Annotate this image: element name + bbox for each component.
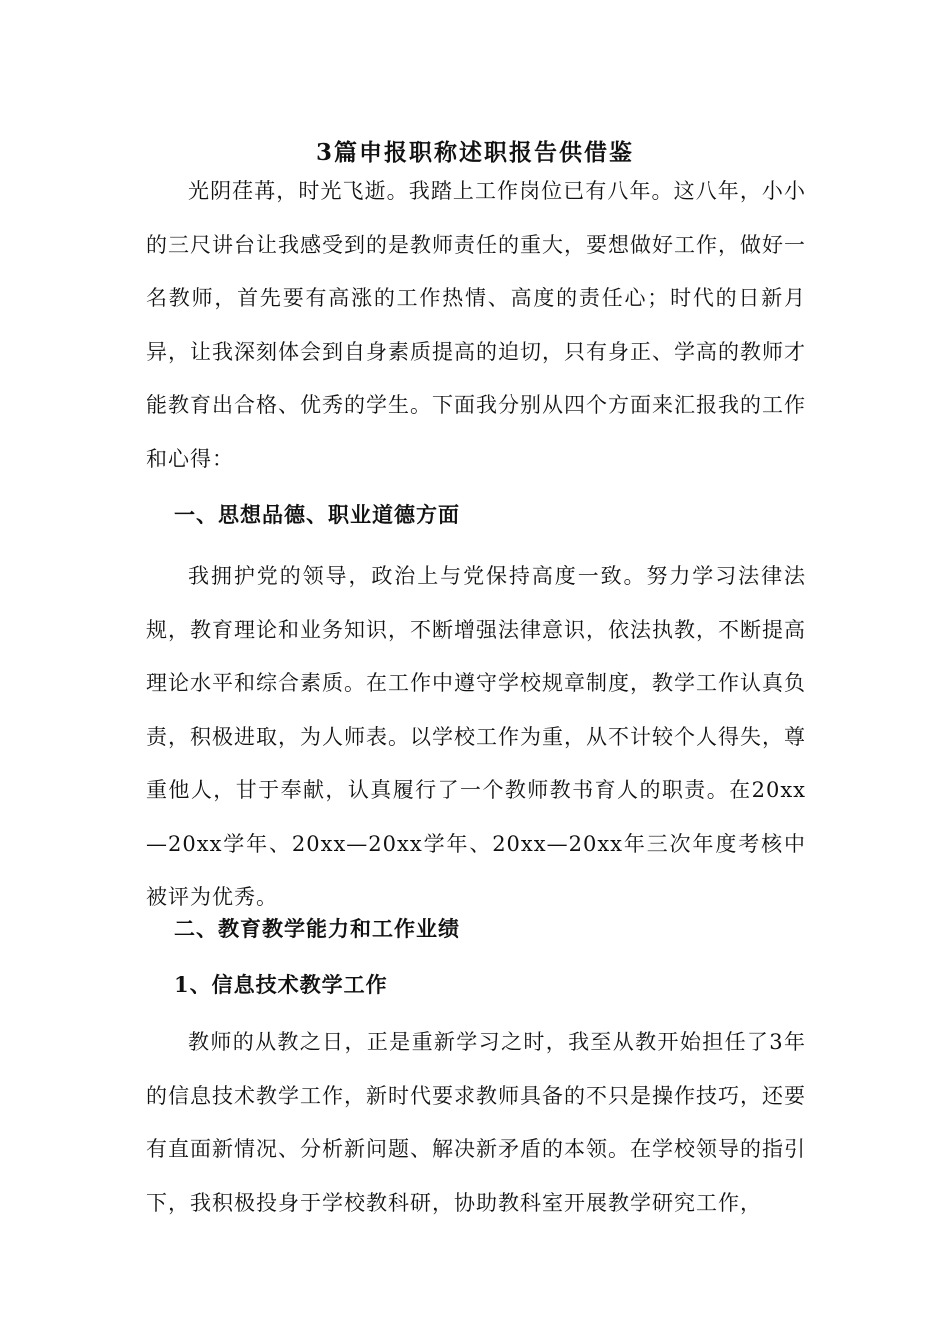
paragraph-intro: 光阴荏苒，时光飞逝。我踏上工作岗位已有八年。这八年，小小的三尺讲台让我感受到的是教师责任的重大，要想做好工作，做好一名教师，首先要有高涨的工作热情、高度的责任心；时代的日新月异，让我深刻体会到自身素质提高的迫切，只有身正、学高的教师才能教育出合格、优秀的学生。下面我分别从四个方面来汇报我的工作和心得： bbox=[146, 179, 806, 471]
subsection-heading-it-teaching: 1、信息技术教学工作 bbox=[174, 972, 388, 997]
paragraph-it-teaching: 教师的从教之日，正是重新学习之时，我至从教开始担任了3年的信息技术教学工作，新时代要求教师具备的不只是操作技巧，还要有直面新情况、分析新问题、解决新矛盾的本领。在学校领导的指引下，我积极投身于学校教科研，协助教科室开展教学研究工作， bbox=[146, 1030, 806, 1215]
paragraph-ideology: 我拥护党的领导，政治上与党保持高度一致。努力学习法律法规，教育理论和业务知识，不断增强法律意识，依法执教，不断提高理论水平和综合素质。在工作中遵守学校规章制度，教学工作认真负责，积极进取，为人师表。以学校工作为重，从不计较个人得失，尊重他人，甘于奉献，认真履行了一个教师教书育人的职责。在20xx—20xx学年、20xx—20xx学年、20xx—20xx年三次年度考核中被评为优秀。 bbox=[146, 564, 806, 909]
section-heading-ideology: 一、思想品德、职业道德方面 bbox=[174, 502, 460, 527]
section-heading-teaching: 二、教育教学能力和工作业绩 bbox=[174, 916, 460, 941]
document-title: 3篇申报职称述职报告供借鉴 bbox=[315, 139, 634, 166]
